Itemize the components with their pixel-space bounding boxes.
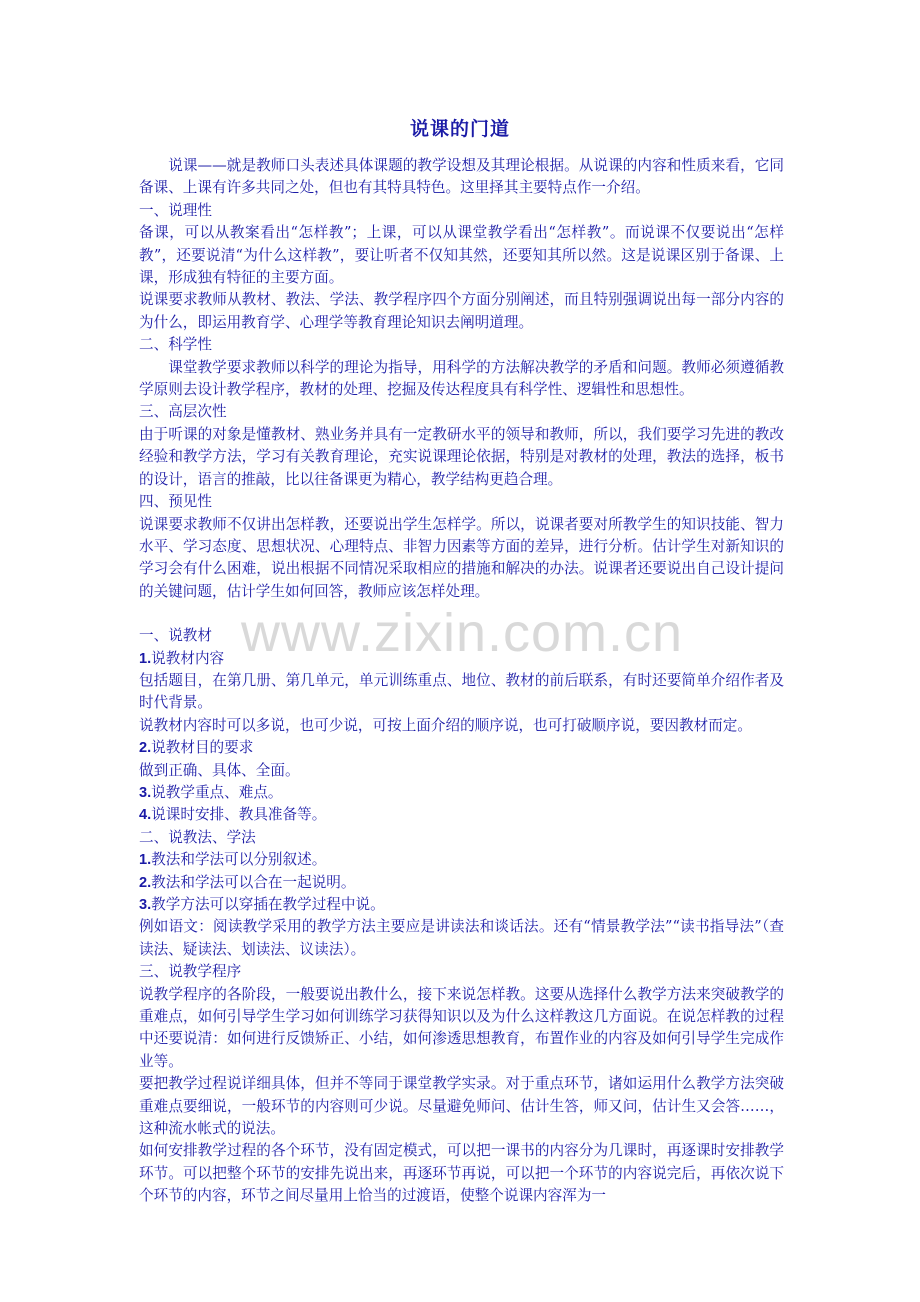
paragraph: 由于听课的对象是懂教材、熟业务并具有一定教研水平的领导和教师，所以，我们要学习先进的教改经验和教学方法，学习有关教育理论，充实说课理论依据，特别是对教材的处理，教法的选择，板书的设计，语言的推敲，比以往备课更为精心，教学结构更趋合理。 [139, 425, 784, 488]
item-number: 3. [139, 897, 152, 913]
section-heading: 三、说教学程序 [139, 963, 242, 981]
paragraph: 说教材内容时可以多说，也可少说，可按上面介绍的顺序说，也可打破顺序说，要因教材而定。 [139, 716, 752, 734]
item-text: 说教学重点、难点。 [151, 783, 283, 801]
section-heading: 三、高层次性 [139, 403, 227, 421]
watermark: www.zixin.com.cn [240, 603, 684, 663]
item-number: 3. [139, 784, 152, 801]
document-title: 说课的门道 [409, 118, 510, 140]
item-text: 教法和学法可以分别叙述。 [151, 851, 327, 869]
numbered-item [139, 872, 784, 894]
numbered-item [139, 737, 784, 759]
paragraph: 例如语文：阅读教学采用的教学方法主要应是讲读法和谈话法。还有“情景教学法”“读书指导法”（查读法、疑读法、划读法、议读法）。 [139, 918, 784, 958]
paragraph: 备课，可以从教案看出“怎样教”；上课，可以从课堂教学看出“怎样教”。而说课不仅要说出“怎样教”，还要说清“为什么这样教”，要让听者不仅知其然，还要知其所以然。这是说课区别于备课、上课，形成独有特征的主要方面。 [139, 224, 784, 287]
item-text: 说教材内容 [151, 649, 225, 667]
item-text: 教法和学法可以合在一起说明。 [151, 873, 356, 891]
numbered-item [139, 894, 784, 916]
paragraph: 说教学程序的各阶段，一般要说出教什么，接下来说怎样教。这要从选择什么教学方法来突破教学的重难点，如何引导学生学习如何训练学习获得知识以及为什么这样教这几方面说。在说怎样教的过程中还要说清：如何进行反馈矫正、小结，如何渗透思想教育，布置作业的内容及如何引导学生完成作业等。 [139, 985, 784, 1070]
item-text: 教学方法可以穿插在教学过程中说。 [151, 896, 385, 913]
numbered-item [139, 804, 784, 826]
numbered-item [139, 849, 784, 871]
intro-paragraph: 说课——就是教师口头表述具体课题的教学设想及其理论根据。从说课的内容和性质来看，它同备课、上课有许多共同之处，但也有其特具特色。这里择其主要特点作一介绍。 [139, 157, 784, 197]
section-heading: 四、预见性 [139, 493, 212, 511]
paragraph: 说课要求教师不仅讲出怎样教，还要说出学生怎样学。所以，说课者要对所教学生的知识技能、智力水平、学习态度、思想状况、心理特点、非智力因素等方面的差异，进行分析。估计学生对新知识的学习会有什么困难，说出根据不同情况采取相应的措施和解决的办法。说课者还要说出自己设计提问的关键问题，估计学生如何回答，教师应该怎样处理。 [139, 515, 784, 600]
paragraph: 如何安排教学过程的各个环节，没有固定模式，可以把一课书的内容分为几课时，再逐课时安排教学环节。可以把整个环节的安排先说出来，再逐环节再说，可以把一个环节的内容说完后，再依次说下个环节的内容，环节之间尽量用上恰当的过渡语，使整个说课内容浑为一 [139, 1142, 784, 1205]
item-text: 说教材目的要求 [151, 739, 254, 757]
item-number: 1. [139, 650, 152, 667]
item-number: 2. [139, 740, 152, 757]
paragraph: 说课要求教师从教材、教法、学法、教学程序四个方面分别阐述，而且特别强调说出每一部分内容的为什么，即运用教育学、心理学等教育理论知识去阐明道理。 [139, 291, 784, 331]
numbered-item [139, 782, 784, 804]
item-number: 2. [139, 874, 152, 891]
section-heading: 二、科学性 [139, 336, 212, 354]
section-heading: 一、说理性 [139, 201, 212, 219]
document-body [139, 155, 784, 1208]
paragraph: 做到正确、具体、全面。 [139, 761, 300, 779]
paragraph: 包括题目，在第几册、第几单元，单元训练重点、地位、教材的前后联系，有时还要简单介绍作者及时代背景。 [139, 671, 784, 712]
paragraph: 要把教学过程说详细具体，但并不等同于课堂教学实录。对于重点环节，诸如运用什么教学方法突破重难点要细说，一般环节的内容则可少说。尽量避免师问、估计生答，师又问，估计生又会答……，这种流水帐式的说法。 [139, 1075, 784, 1138]
item-text: 说课时安排、教具准备等。 [151, 806, 327, 824]
section-heading: 二、说教法、学法 [139, 828, 256, 846]
item-number: 4. [139, 807, 152, 824]
item-number: 1. [139, 852, 152, 869]
section-heading: 一、说教材 [139, 627, 212, 645]
numbered-item [139, 648, 784, 670]
paragraph: 课堂教学要求教师以科学的理论为指导，用科学的方法解决教学的矛盾和问题。教师必须遵循教学原则去设计教学程序，教材的处理、挖掘及传达程度具有科学性、逻辑性和思想性。 [139, 358, 784, 399]
